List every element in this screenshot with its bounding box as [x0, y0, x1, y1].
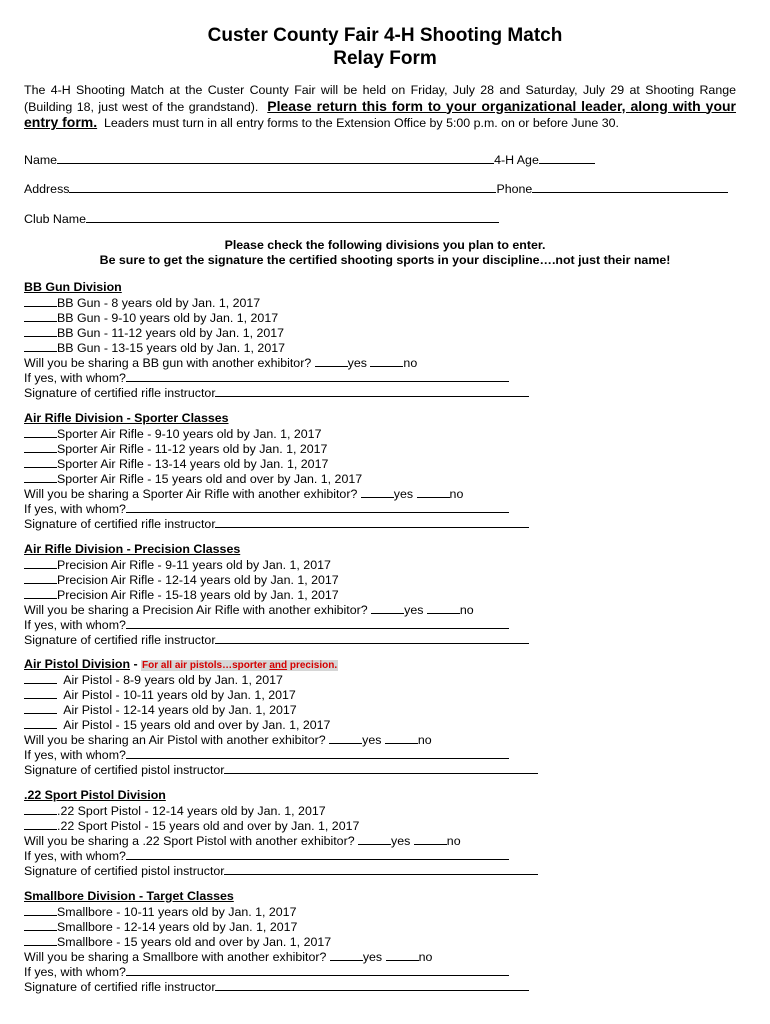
item-label: .22 Sport Pistol - 12-14 years old by Jan. 1, 2017 [57, 804, 326, 818]
list-item [24, 295, 744, 310]
yes-label: yes [393, 487, 414, 501]
list-item [24, 672, 744, 687]
intro-emphasis: Please return this form to your organizational leader, along with your entry form. [24, 97, 737, 130]
no-label: no [446, 834, 461, 848]
signature-row [24, 863, 744, 878]
question-text: Will you be sharing a Smallbore with another exhibitor? [24, 950, 327, 964]
yes-blank[interactable] [330, 949, 363, 961]
signature-row [24, 762, 744, 777]
list-item [24, 340, 744, 355]
item-label: Precision Air Rifle - 12-14 years old by Jan. 1, 2017 [57, 573, 339, 587]
yes-label: yes [404, 603, 424, 617]
checkbox-line[interactable] [24, 295, 57, 307]
sport-pistol-heading: .22 Sport Pistol Division [24, 788, 166, 802]
item-label: Air Pistol - 15 years old and over by Jan. 1, 2017 [63, 718, 331, 732]
with-whom-label: If yes, with whom? [24, 849, 126, 863]
sharing-question [24, 355, 744, 370]
checkbox-line[interactable] [24, 325, 57, 337]
with-whom-row [24, 964, 744, 979]
instruction-line-1: Please check the following divisions you plan to enter. [224, 238, 546, 252]
signature-label: Signature of certified rifle instructor [24, 980, 216, 994]
intro-paragraph [24, 83, 736, 132]
with-whom-field[interactable] [126, 370, 509, 382]
checkbox-line[interactable] [24, 672, 57, 684]
form-subtitle: Relay Form [333, 48, 437, 69]
yes-blank[interactable] [371, 602, 404, 614]
item-label: Air Pistol - 12-14 years old by Jan. 1, 2017 [63, 703, 297, 717]
list-item [24, 572, 744, 587]
signature-field[interactable] [215, 979, 529, 991]
with-whom-row [24, 848, 744, 863]
signature-label: Signature of certified rifle instructor [24, 517, 216, 531]
with-whom-label: If yes, with whom? [24, 502, 126, 516]
list-item [24, 456, 744, 471]
note-text-a: For all air pistols…sporter [142, 660, 270, 671]
checkbox-line[interactable] [24, 934, 57, 946]
signature-field[interactable] [215, 385, 529, 397]
signature-label: Signature of certified pistol instructor [24, 763, 225, 777]
list-item [24, 325, 744, 340]
sharing-question [24, 732, 744, 747]
item-label: Precision Air Rifle - 15-18 years old by Jan. 1, 2017 [57, 588, 339, 602]
checkbox-line[interactable] [24, 441, 57, 453]
checkbox-line[interactable] [24, 702, 57, 714]
list-item [24, 441, 744, 456]
item-label: Air Pistol - 8-9 years old by Jan. 1, 2017 [63, 673, 283, 687]
no-blank[interactable] [386, 949, 419, 961]
club-field[interactable] [86, 211, 499, 223]
air-pistol-note [141, 660, 338, 671]
with-whom-label: If yes, with whom? [24, 748, 126, 762]
no-blank[interactable] [417, 486, 450, 498]
list-item [24, 717, 744, 732]
with-whom-row [24, 501, 744, 516]
yes-label: yes [362, 733, 382, 747]
name-row [24, 152, 595, 168]
heading-dash: - [130, 657, 142, 671]
with-whom-label: If yes, with whom? [24, 371, 126, 385]
item-label: Sporter Air Rifle - 13-14 years old by Jan. 1, 2017 [57, 457, 329, 471]
bb-gun-section [24, 280, 744, 400]
signature-label: Signature of certified rifle instructor [24, 386, 216, 400]
address-row [24, 181, 728, 197]
list-item [24, 919, 744, 934]
checkbox-line[interactable] [24, 471, 57, 483]
item-label: Smallbore - 12-14 years old by Jan. 1, 2017 [57, 920, 298, 934]
question-text: Will you be sharing an Air Pistol with another exhibitor? [24, 733, 326, 747]
signature-label: Signature of certified pistol instructor [24, 864, 225, 878]
with-whom-row [24, 370, 744, 385]
with-whom-field[interactable] [126, 617, 509, 629]
checkbox-line[interactable] [24, 803, 57, 815]
name-field[interactable] [57, 152, 494, 164]
item-label: Sporter Air Rifle - 9-10 years old by Jan. 1, 2017 [57, 427, 322, 441]
list-item [24, 471, 744, 486]
sharing-question [24, 602, 744, 617]
sharing-question [24, 486, 744, 501]
yes-label: yes [362, 950, 383, 964]
signature-field[interactable] [224, 762, 538, 774]
question-text: Will you be sharing a BB gun with another exhibitor? [24, 356, 312, 370]
address-field[interactable] [69, 181, 496, 193]
note-text-b: precision. [287, 660, 338, 671]
with-whom-row [24, 747, 744, 762]
bb-gun-heading: BB Gun Division [24, 280, 122, 294]
yes-blank[interactable] [315, 355, 348, 367]
intro-text-2: Leaders must turn in all entry forms to the Extension Office by 5:00 p.m. on or before June 30. [104, 116, 619, 130]
no-label: no [417, 733, 432, 747]
air-pistol-heading: Air Pistol Division [24, 657, 131, 671]
list-item [24, 904, 744, 919]
yes-blank[interactable] [358, 833, 391, 845]
checkbox-line[interactable] [24, 818, 57, 830]
precision-heading: Air Rifle Division - Precision Classes [24, 542, 241, 556]
with-whom-row [24, 617, 744, 632]
signature-row [24, 979, 744, 994]
checkbox-line[interactable] [24, 904, 57, 916]
name-label: Name [24, 153, 58, 167]
item-label: BB Gun - 9-10 years old by Jan. 1, 2017 [57, 311, 279, 325]
item-label: Smallbore - 10-11 years old by Jan. 1, 2017 [57, 905, 297, 919]
with-whom-field[interactable] [126, 747, 509, 759]
no-label: no [449, 487, 464, 501]
list-item [24, 702, 744, 717]
question-text: Will you be sharing a .22 Sport Pistol with another exhibitor? [24, 834, 355, 848]
sport-pistol-section [24, 788, 744, 878]
club-row [24, 211, 499, 227]
item-label: Precision Air Rifle - 9-11 years old by Jan. 1, 2017 [57, 558, 331, 572]
smallbore-heading: Smallbore Division - Target Classes [24, 889, 234, 903]
no-label: no [418, 950, 433, 964]
air-pistol-heading-row [24, 657, 744, 672]
sporter-section [24, 411, 744, 531]
yes-blank[interactable] [329, 732, 362, 744]
checkbox-line[interactable] [24, 587, 57, 599]
item-label: .22 Sport Pistol - 15 years old and over by Jan. 1, 2017 [57, 819, 360, 833]
no-label: no [459, 603, 474, 617]
signature-row [24, 516, 744, 531]
item-label: Air Pistol - 10-11 years old by Jan. 1, 2017 [63, 688, 296, 702]
checkbox-line[interactable] [24, 717, 57, 729]
checkbox-line[interactable] [24, 310, 57, 322]
yes-label: yes [391, 834, 411, 848]
signature-field[interactable] [215, 516, 529, 528]
with-whom-field[interactable] [126, 964, 509, 976]
no-blank[interactable] [370, 355, 403, 367]
no-blank[interactable] [427, 602, 460, 614]
item-label: BB Gun - 8 years old by Jan. 1, 2017 [57, 296, 261, 310]
no-blank[interactable] [414, 833, 447, 845]
age-field[interactable] [539, 152, 595, 164]
age-label: 4-H Age [494, 153, 539, 167]
yes-blank[interactable] [361, 486, 394, 498]
smallbore-section [24, 889, 744, 994]
club-label: Club Name [24, 212, 86, 226]
signature-field[interactable] [215, 632, 529, 644]
item-label: Sporter Air Rifle - 11-12 years old by Jan. 1, 2017 [57, 442, 328, 456]
checkbox-line[interactable] [24, 456, 57, 468]
with-whom-field[interactable] [126, 848, 509, 860]
list-item [24, 818, 744, 833]
signature-row [24, 385, 744, 400]
air-pistol-section [24, 657, 744, 777]
list-item [24, 803, 744, 818]
no-blank[interactable] [385, 732, 418, 744]
phone-label: Phone [496, 182, 533, 196]
sporter-heading: Air Rifle Division - Sporter Classes [24, 411, 229, 425]
with-whom-label: If yes, with whom? [24, 618, 126, 632]
item-label: Sporter Air Rifle - 15 years old and over by Jan. 1, 2017 [57, 472, 363, 486]
checkbox-line[interactable] [24, 919, 57, 931]
sharing-question [24, 833, 744, 848]
address-label: Address [24, 182, 70, 196]
item-label: BB Gun - 11-12 years old by Jan. 1, 2017 [57, 326, 285, 340]
checkbox-line[interactable] [24, 572, 57, 584]
with-whom-field[interactable] [126, 501, 509, 513]
signature-row [24, 632, 744, 647]
sharing-question [24, 949, 744, 964]
list-item [24, 687, 744, 702]
list-item [24, 587, 744, 602]
item-label: BB Gun - 13-15 years old by Jan. 1, 2017 [57, 341, 285, 355]
with-whom-label: If yes, with whom? [24, 965, 126, 979]
note-and: and [269, 660, 288, 671]
checkbox-line[interactable] [24, 426, 57, 438]
checkbox-line[interactable] [24, 340, 57, 352]
yes-label: yes [347, 356, 367, 370]
list-item [24, 426, 744, 441]
signature-label: Signature of certified rifle instructor [24, 633, 216, 647]
intro-text-1: The 4-H Shooting Match at the Custer County Fair will be held on Friday, July 28 and Saturday, July 29 at Shooting Range (Building 18, just west of the grandstand). [24, 83, 736, 114]
signature-field[interactable] [224, 863, 538, 875]
precision-section [24, 542, 744, 647]
form-title: Custer County Fair 4-H Shooting Match [207, 25, 563, 46]
question-text: Will you be sharing a Precision Air Rifle with another exhibitor? [24, 603, 368, 617]
no-label: no [403, 356, 418, 370]
instruction-line-2: Be sure to get the signature the certified shooting sports in your discipline….not just their name! [99, 253, 671, 267]
list-item [24, 557, 744, 572]
item-label: Smallbore - 15 years old and over by Jan. 1, 2017 [57, 935, 332, 949]
list-item [24, 310, 744, 325]
list-item [24, 934, 744, 949]
checkbox-line[interactable] [24, 687, 57, 699]
phone-field[interactable] [532, 181, 728, 193]
question-text: Will you be sharing a Sporter Air Rifle with another exhibitor? [24, 487, 358, 501]
checkbox-line[interactable] [24, 557, 57, 569]
